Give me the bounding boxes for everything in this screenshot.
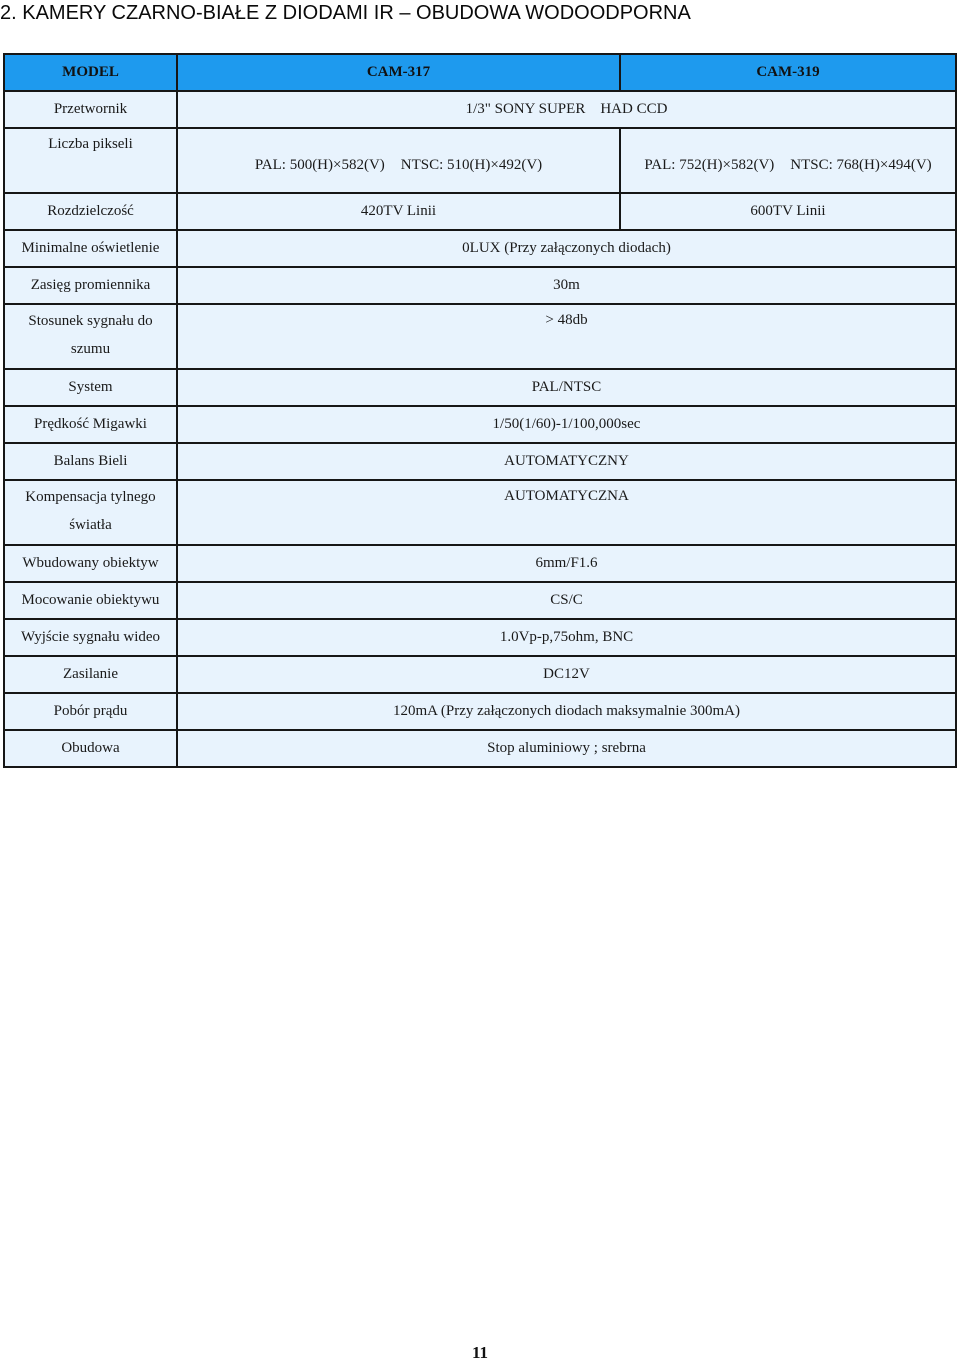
table-row <box>4 406 956 443</box>
row-label-mocowanie: Mocowanie obiektywu <box>4 582 177 619</box>
table-row <box>4 443 956 480</box>
table-row <box>4 619 956 656</box>
row-label-system: System <box>4 369 177 406</box>
header-cam-319-cell: CAM-319 <box>620 54 956 91</box>
row-label-rozdzielczosc: Rozdzielczość <box>4 193 177 230</box>
row-label-wyjscie: Wyjście sygnału wideo <box>4 619 177 656</box>
table-row <box>4 267 956 304</box>
row-label-zasilanie: Zasilanie <box>4 656 177 693</box>
row-value-oswietlenie: 0LUX (Przy załączonych diodach) <box>177 230 956 267</box>
table-row <box>4 480 956 545</box>
page-number: 11 <box>471 1343 489 1362</box>
table-row <box>4 230 956 267</box>
row-value-wyjscie: 1.0Vp-p,75ohm, BNC <box>177 619 956 656</box>
table-row <box>4 730 956 767</box>
row-label-balans: Balans Bieli <box>4 443 177 480</box>
row-value-mocowanie: CS/C <box>177 582 956 619</box>
camera-spec-table <box>3 53 957 768</box>
row-label-kompensacja: Kompensacja tylnego światła <box>4 480 177 545</box>
row-value-kompensacja: AUTOMATYCZNA <box>177 480 956 545</box>
row-label-obiektyw: Wbudowany obiektyw <box>4 545 177 582</box>
row-value-snr: > 48db <box>177 304 956 369</box>
table-row <box>4 304 956 369</box>
row-value-zasilanie: DC12V <box>177 656 956 693</box>
pikseli-319-pal: PAL: 752(H)×582(V) <box>644 157 775 173</box>
table-row <box>4 193 956 230</box>
table-row <box>4 545 956 582</box>
row-label-liczba-pikseli: Liczba pikseli <box>4 128 177 193</box>
row-value-pikseli-cam-317 <box>177 128 620 193</box>
table-row <box>4 128 956 193</box>
row-value-pikseli-cam-319 <box>620 128 956 193</box>
row-label-zasieg: Zasięg promiennika <box>4 267 177 304</box>
header-model-cell: MODEL <box>4 54 177 91</box>
row-label-pobor: Pobór prądu <box>4 693 177 730</box>
row-label-snr: Stosunek sygnału do szumu <box>4 304 177 369</box>
table-row <box>4 656 956 693</box>
row-value-migawka: 1/50(1/60)-1/100,000sec <box>177 406 956 443</box>
pikseli-319-ntsc: NTSC: 768(H)×494(V) <box>790 157 932 173</box>
row-label-przetwornik: Przetwornik <box>4 91 177 128</box>
przetwornik-text: 1/3" SONY SUPER HAD CCD <box>465 101 668 117</box>
row-value-balans: AUTOMATYCZNY <box>177 443 956 480</box>
table-row <box>4 91 956 128</box>
row-value-obudowa: Stop aluminiowy ; srebrna <box>177 730 956 767</box>
table-row <box>4 693 956 730</box>
row-label-obudowa: Obudowa <box>4 730 177 767</box>
pikseli-317-pal: PAL: 500(H)×582(V) <box>254 157 385 173</box>
pikseli-317-ntsc: NTSC: 510(H)×492(V) <box>400 157 543 173</box>
row-value-pobor: 120mA (Przy załączonych diodach maksymalnie 300mA) <box>177 693 956 730</box>
table-header-row <box>4 54 956 91</box>
row-value-przetwornik <box>177 91 956 128</box>
row-label-oswietlenie: Minimalne oświetlenie <box>4 230 177 267</box>
row-label-migawka: Prędkość Migawki <box>4 406 177 443</box>
row-value-rozdzielczosc-cam-317: 420TV Linii <box>177 193 620 230</box>
table-row <box>4 582 956 619</box>
row-value-obiektyw: 6mm/F1.6 <box>177 545 956 582</box>
header-cam-317-cell: CAM-317 <box>177 54 620 91</box>
row-value-zasieg: 30m <box>177 267 956 304</box>
table-row <box>4 369 956 406</box>
row-value-rozdzielczosc-cam-319: 600TV Linii <box>620 193 956 230</box>
row-value-system: PAL/NTSC <box>177 369 956 406</box>
page-title: 2. KAMERY CZARNO-BIAŁE Z DIODAMI IR – OBUDOWA WODOODPORNA <box>0 2 691 24</box>
